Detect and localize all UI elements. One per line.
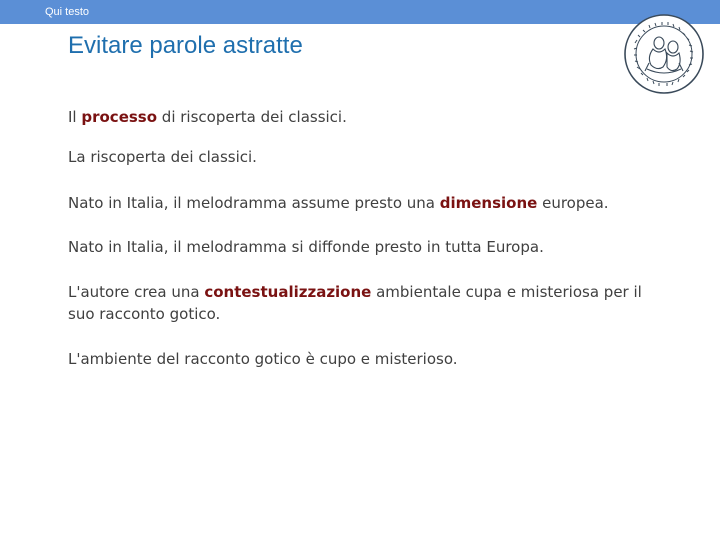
example-concrete-1: La riscoperta dei classici.: [68, 148, 257, 166]
example-concrete-3: L'ambiente del racconto gotico è cupo e misterioso.: [68, 350, 458, 368]
example-abstract-3: L'autore crea una contestualizzazione ambientale cupa e misteriosa per il suo racconto gotico.: [68, 283, 642, 323]
abstract-keyword: dimensione: [439, 194, 538, 212]
slide-title: Evitare parole astratte: [68, 32, 303, 59]
example-concrete-2: Nato in Italia, il melodramma si diffonde presto in tutta Europa.: [68, 238, 544, 256]
header-bar: [0, 0, 720, 24]
header-label: Qui testo: [45, 6, 90, 18]
example-abstract-2: Nato in Italia, il melodramma assume presto una dimensione europea.: [68, 194, 609, 212]
abstract-keyword: processo: [81, 108, 158, 126]
abstract-keyword: contestualizzazione: [204, 283, 372, 301]
example-abstract-1: Il processo di riscoperta dei classici.: [68, 108, 347, 126]
university-seal-icon: [623, 13, 705, 95]
